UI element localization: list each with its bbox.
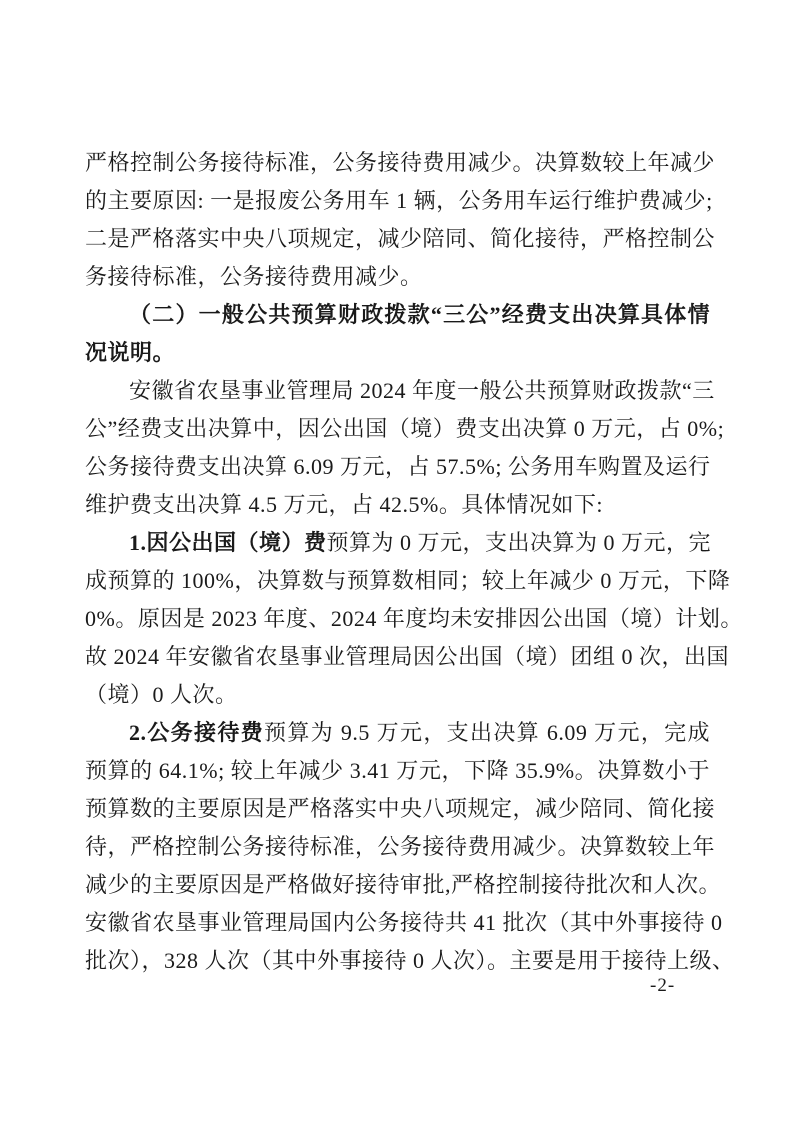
- text-line: [85, 524, 710, 562]
- text-line: [85, 448, 710, 486]
- text-line: [85, 790, 716, 828]
- line-text: 待，严格控制公务接待标准，公务接待费用减少。决算数较上年: [85, 834, 716, 859]
- text-line: [85, 600, 743, 638]
- item-2-bold-lead: 2.公务接待费: [129, 720, 264, 745]
- text-line: [85, 562, 731, 600]
- item-1-abroad-expense-paragraph: [85, 524, 743, 714]
- line-text: 预算为 9.5 万元，支出决算 6.09 万元，完成: [264, 720, 710, 745]
- text-line: [85, 182, 713, 220]
- line-text: 安徽省农垦事业管理局 2024 年度一般公共预算财政拨款“三: [129, 378, 715, 403]
- text-line: [85, 486, 710, 524]
- line-text: （境）0 人次。: [85, 682, 238, 707]
- text-line: [85, 410, 725, 448]
- text-line: [85, 942, 735, 980]
- line-text: 严格控制公务接待标准，公务接待费用减少。决算数较上年减少: [85, 150, 716, 175]
- item-1-bold-lead: 1.因公出国（境）费: [129, 530, 327, 555]
- carryover-paragraph: [85, 144, 716, 296]
- line-text: 0%。原因是 2023 年度、2024 年度均未安排因公出国（境）计划。: [85, 606, 743, 631]
- line-text: 公”经费支出决算中，因公出国（境）费支出决算 0 万元，占 0%;: [85, 416, 725, 441]
- line-text: 故 2024 年安徽省农垦事业管理局因公出国（境）团组 0 次，出国: [85, 644, 730, 669]
- line-text: 减少的主要原因是严格做好接待审批,严格控制接待批次和人次。: [85, 872, 722, 897]
- text-line: [85, 866, 722, 904]
- line-text: 安徽省农垦事业管理局国内公务接待共 41 批次（其中外事接待 0: [85, 910, 723, 935]
- text-line: [85, 372, 715, 410]
- page-body-text: [85, 144, 743, 980]
- heading-text: 况说明。: [85, 340, 176, 365]
- heading-line: [85, 296, 710, 334]
- text-line: [85, 144, 716, 182]
- text-line: [85, 714, 710, 752]
- item-2-reception-expense-paragraph: [85, 714, 735, 980]
- overview-paragraph: [85, 372, 725, 524]
- line-text: 二是严格落实中央八项规定，减少陪同、简化接待，严格控制公: [85, 226, 716, 251]
- line-text: 预算数的主要原因是严格落实中央八项规定，减少陪同、简化接: [85, 796, 716, 821]
- line-text: 维护费支出决算 4.5 万元，占 42.5%。具体情况如下:: [85, 492, 603, 517]
- text-line: [85, 828, 716, 866]
- section-heading: [85, 296, 710, 372]
- line-text: 预算为 0 万元，支出决算为 0 万元，完: [326, 530, 712, 555]
- text-line: [85, 904, 723, 942]
- page-number: -2-: [650, 975, 676, 996]
- heading-text: （二）一般公共预算财政拨款“三公”经费支出决算具体情: [129, 302, 710, 327]
- line-text: 的主要原因: 一是报废公务用车 1 辆，公务用车运行维护费减少;: [85, 188, 713, 213]
- text-line: [85, 638, 730, 676]
- line-text: 务接待标准，公务接待费用减少。: [85, 264, 423, 289]
- text-line: [85, 258, 710, 296]
- heading-line: [85, 334, 710, 372]
- line-text: 成预算的 100%，决算数与预算数相同；较上年减少 0 万元，下降: [85, 568, 731, 593]
- text-line: [85, 752, 710, 790]
- text-line: [85, 676, 710, 714]
- line-text: 批次），328 人次（其中外事接待 0 人次）。主要是用于接待上级、: [85, 948, 735, 973]
- line-text: 预算的 64.1%; 较上年减少 3.41 万元，下降 35.9%。决算数小于: [85, 758, 710, 783]
- line-text: 公务接待费支出决算 6.09 万元，占 57.5%; 公务用车购置及运行: [85, 454, 711, 479]
- text-line: [85, 220, 716, 258]
